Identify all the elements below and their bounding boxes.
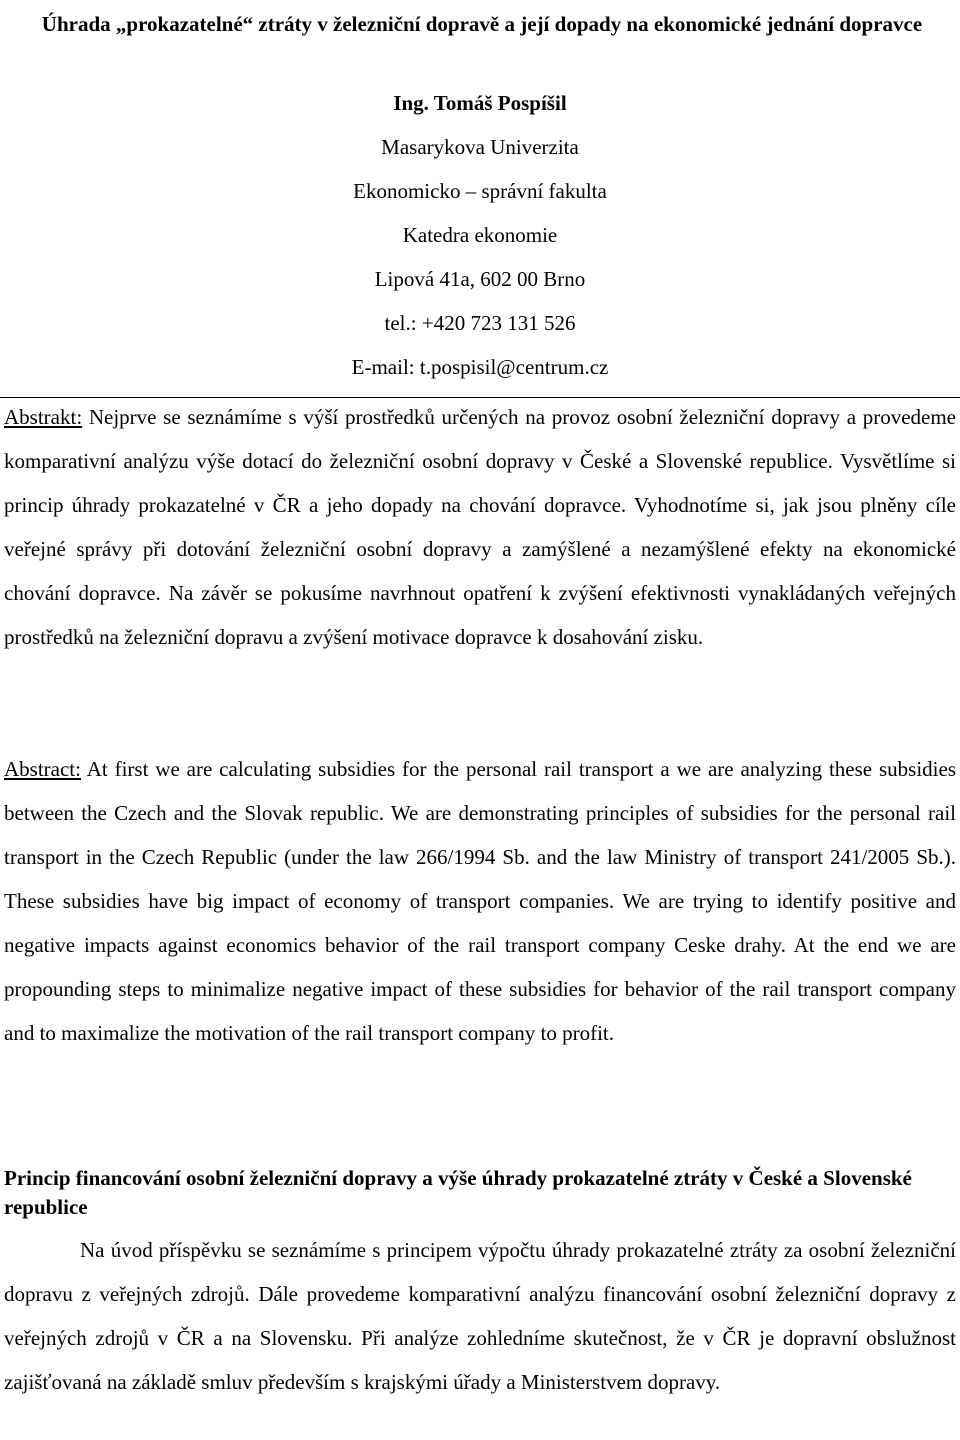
abstract-czech-label: Abstrakt:	[4, 405, 83, 429]
abstract-english-label: Abstract:	[4, 757, 81, 781]
faculty-name: Ekonomicko – správní fakulta	[353, 179, 607, 203]
abstract-czech	[4, 395, 956, 659]
university-name: Masarykova Univerzita	[381, 135, 579, 159]
abstract-english-text: At first we are calculating subsidies for the personal rail transport a we are analyzing these subsidies between the Czech and the Slovak republic. We are demonstrating principles of subsidies for the personal rail transport in the Czech Republic (under the law 266/1994 Sb. and the law Ministry of transport 241/2005 Sb.). These subsidies have big impact of economy of transport companies. We are trying to identify positive and negative impacts against economics behavior of the rail transport company Ceske drahy. At the end we are propounding steps to minimalize negative impact of these subsidies for behavior of the rail transport company and to maximalize the motivation of the rail transport company to profit.	[4, 757, 956, 1045]
department-name: Katedra ekonomie	[402, 223, 558, 247]
postal-address: Lipová 41a, 602 00 Brno	[374, 267, 586, 291]
phone-number: tel.: +420 723 131 526	[384, 311, 576, 335]
author-name: Ing. Tomáš Pospíšil	[393, 91, 567, 115]
section-heading: Princip financování osobní železniční dopravy a výše úhrady prokazatelné ztráty v České a Slovenské republice	[4, 1166, 912, 1219]
email-address: E-mail: t.pospisil@centrum.cz	[351, 355, 609, 379]
abstract-czech-text: Nejprve se seznámíme s výší prostředků určených na provoz osobní železniční dopravy a provedeme komparativní analýzu výše dotací do železniční osobní dopravy v České a Slovenské republice. Vysvětlíme si princip úhrady prokazatelné v ČR a jeho dopady na chování dopravce. Vyhodnotíme si, jak jsou plněny cíle veřejné správy při dotování železniční osobní dopravy a zamýšlené a nezamýšlené efekty na ekonomické chování dopravce. Na závěr se pokusíme navrhnout opatření k zvýšení efektivnosti vynakládaných veřejných prostředků na železniční dopravu a zvýšení motivace dopravce k dosahování zisku.	[4, 405, 956, 649]
paper-title: Úhrada „prokazatelné“ ztráty v železniční dopravě a její dopady na ekonomické jednání dopravce	[41, 12, 923, 36]
abstract-english	[4, 747, 956, 1055]
section-paragraph: Na úvod příspěvku se seznámíme s principem výpočtu úhrady prokazatelné ztráty za osobní železniční dopravu z veřejných zdrojů. Dále provedeme komparativní analýzu financování osobní železniční dopravy z veřejných zdrojů v ČR a na Slovensku. Při analýze zohledníme skutečnost, že v ČR je dopravní obslužnost zajišťovaná na základě smluv především s krajskými úřady a Ministerstvem dopravy.	[4, 1238, 956, 1394]
